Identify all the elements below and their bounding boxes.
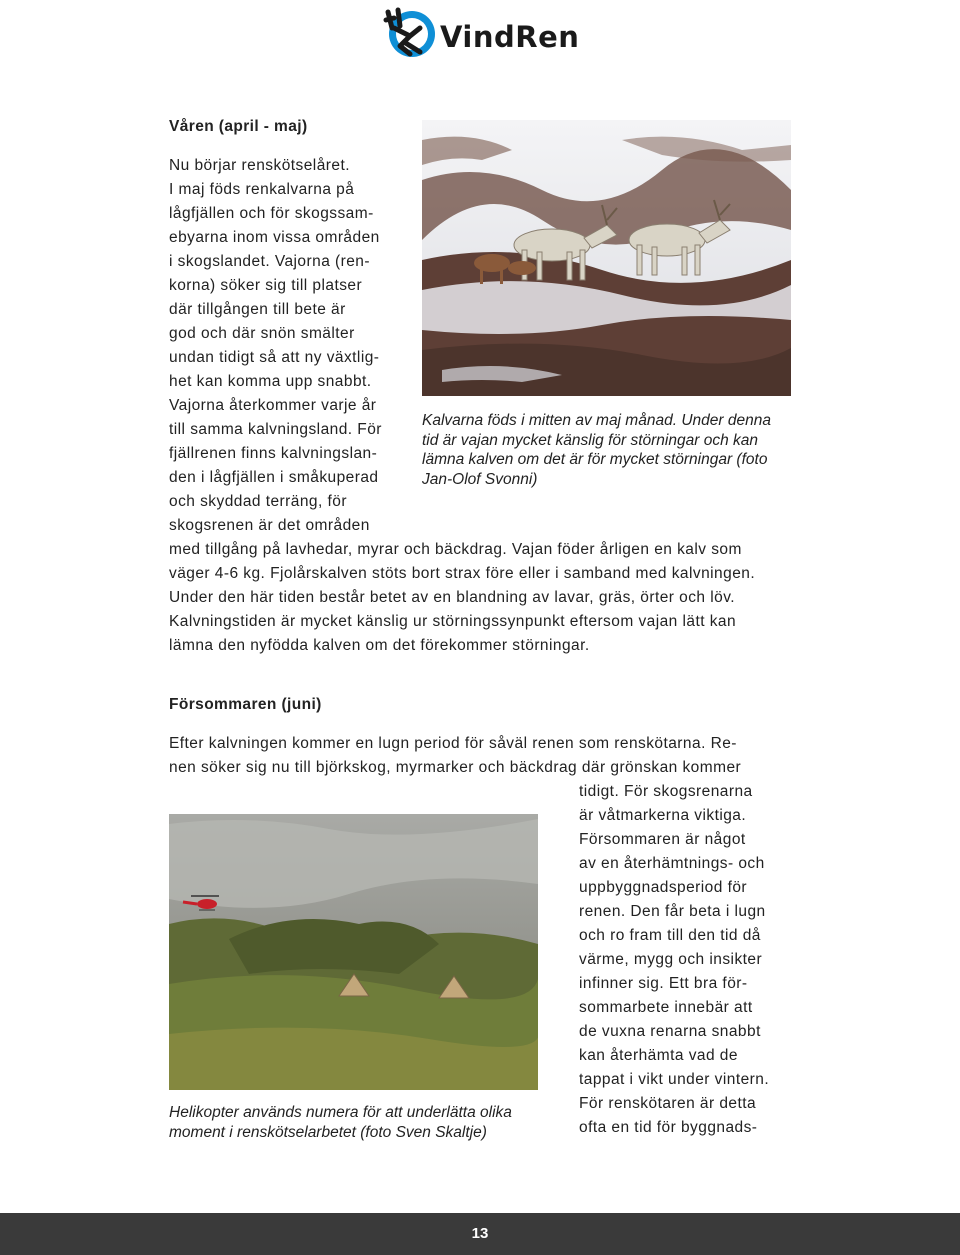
text-line: Försommaren är något — [579, 831, 746, 848]
text-line: lämna den nyfödda kalven om det förekommer störningar. — [169, 637, 590, 654]
reindeer-wind-icon — [380, 6, 440, 62]
text-line: värme, mygg och insikter — [579, 951, 763, 968]
text-line: där tillgången till bete är — [169, 301, 346, 318]
text-line: till samma kalvningsland. För — [169, 421, 382, 438]
text-line: ofta en tid för byggnads- — [579, 1119, 758, 1136]
reindeer-calving-photo — [422, 120, 791, 396]
text-line: lågfjällen och för skogssam- — [169, 205, 374, 222]
helicopter-photo-caption — [169, 1103, 512, 1142]
text-line: För renskötaren är detta — [579, 1095, 757, 1112]
text-line: Under den här tiden består betet av en blandning av lavar, gräs, örter och löv. — [169, 589, 736, 606]
text-line: är våtmarkerna viktiga. — [579, 807, 747, 824]
text-line: I maj föds renkalvarna på — [169, 181, 355, 198]
caption-line: moment i renskötselarbetet (foto Sven Skaltje) — [169, 1123, 487, 1141]
text-line: och skyddad terräng, för — [169, 493, 347, 510]
page-footer — [0, 1213, 960, 1255]
text-line: skogsrenen är det områden — [169, 517, 370, 534]
text-line: av en återhämtnings- och — [579, 855, 765, 872]
caption-line: Jan-Olof Svonni) — [422, 470, 538, 488]
text-line: sommarbete innebär att — [579, 999, 753, 1016]
page-number: 13 — [471, 1225, 489, 1242]
helicopter-landscape-photo — [169, 814, 538, 1090]
text-line: och ro fram till den tid då — [579, 927, 761, 944]
text-line: infinner sig. Ett bra för- — [579, 975, 748, 992]
reindeer-photo-caption — [422, 411, 771, 489]
caption-line: Kalvarna föds i mitten av maj månad. Under denna — [422, 412, 771, 429]
text-line: Vajorna återkommer varje år — [169, 397, 377, 414]
caption-line: lämna kalven om det är för mycket störningar (foto — [422, 451, 768, 468]
text-line: uppbyggnadsperiod för — [579, 879, 748, 896]
section-heading-spring: Våren (april - maj) — [169, 118, 308, 135]
text-line: nen söker sig nu till björkskog, myrmarker och bäckdrag där grönskan kommer — [169, 759, 742, 776]
early-summer-column — [579, 780, 769, 1140]
text-line: korna) söker sig till platser — [169, 277, 363, 294]
text-line: renen. Den får beta i lugn — [579, 903, 766, 920]
caption-line: Helikopter används numera för att underlätta olika — [169, 1104, 512, 1121]
text-line: Kalvningstiden är mycket känslig ur störningssynpunkt eftersom vajan lätt kan — [169, 613, 737, 630]
early-summer-intro — [169, 732, 741, 780]
text-line: den i lågfjällen i småkuperad — [169, 469, 379, 486]
text-line: Efter kalvningen kommer en lugn period för såväl renen som renskötarna. Re- — [169, 735, 737, 752]
text-line: i skogslandet. Vajorna (ren- — [169, 253, 370, 270]
text-line: de vuxna renarna snabbt — [579, 1023, 761, 1040]
text-line: tidigt. För skogsrenarna — [579, 783, 753, 800]
text-line: ebyarna inom vissa områden — [169, 229, 380, 246]
text-line: tappat i vikt under vintern. — [579, 1071, 770, 1088]
text-line: fjällrenen finns kalvningslan- — [169, 445, 378, 462]
text-line: kan återhämta vad de — [579, 1047, 738, 1064]
caption-line: tid är vajan mycket känslig för störningar och kan — [422, 431, 758, 449]
text-line: het kan komma upp snabbt. — [169, 373, 372, 390]
text-line: god och där snön smälter — [169, 325, 355, 342]
text-line: med tillgång på lavhedar, myrar och bäckdrag. Vajan föder årligen en kalv som — [169, 541, 742, 558]
brand-name: VindRen — [440, 20, 580, 54]
brand-logo — [380, 6, 590, 62]
text-line: väger 4-6 kg. Fjolårskalven stöts bort strax före eller i samband med kalvningen. — [169, 565, 756, 582]
text-line: undan tidigt så att ny växtlig- — [169, 349, 380, 366]
text-line: Nu börjar renskötselåret. — [169, 157, 350, 174]
section-heading-early-summer: Försommaren (juni) — [169, 696, 322, 713]
